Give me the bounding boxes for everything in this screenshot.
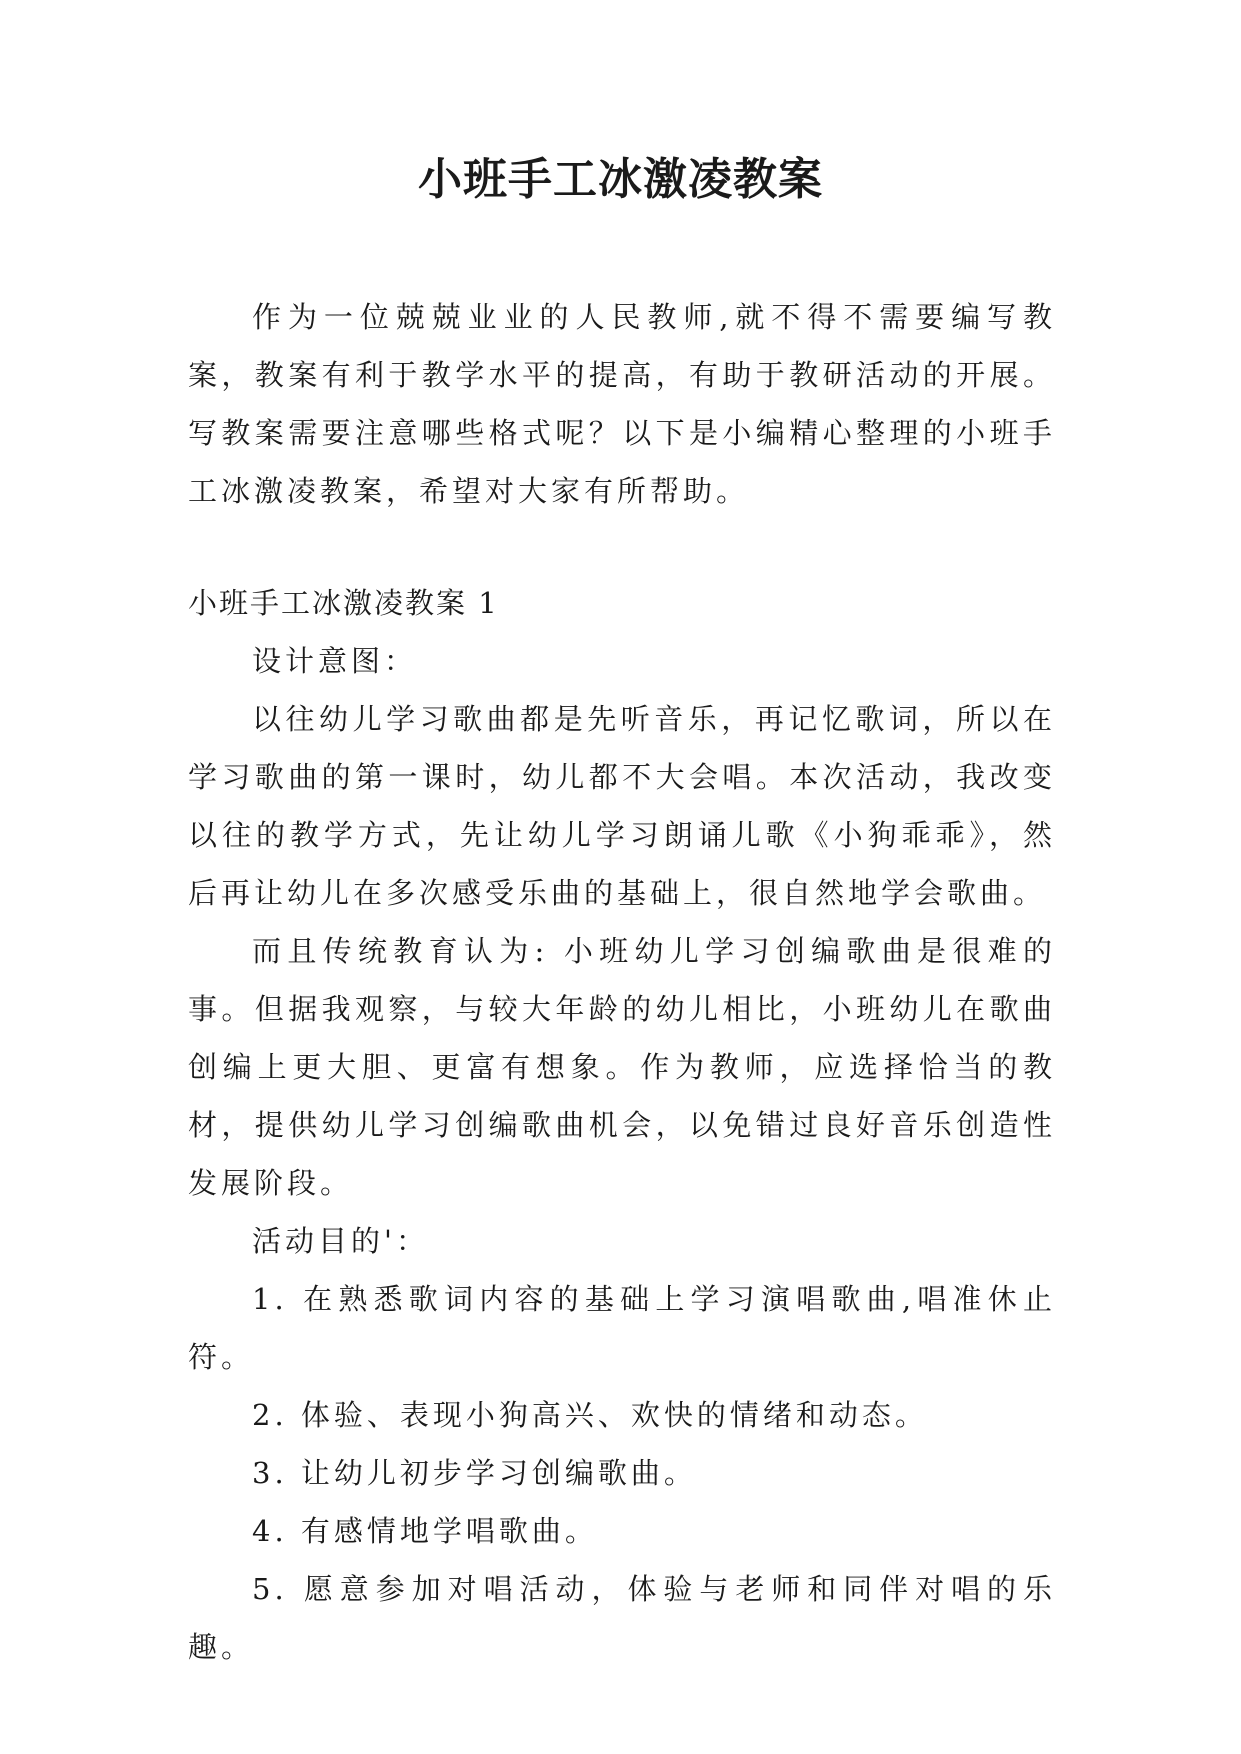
goal-item: 5. 愿意参加对唱活动，体验与老师和同伴对唱的乐趣。 <box>188 1572 1056 1664</box>
section-heading: 小班手工冰激凌教案 1 <box>188 586 499 620</box>
design-intent-paragraph-2: 而且传统教育认为: 小班幼儿学习创编歌曲是很难的事。但据我观察，与较大年龄的幼儿相比，小班幼儿在歌曲创编上更大胆、更富有想象。作为教师，应选择恰当的教材，提供幼儿学习创编歌曲机会，以免错过良好音乐创造性发展阶段。 <box>188 934 1056 1200</box>
goal-item: 2. 体验、表现小狗高兴、欢快的情绪和动态。 <box>252 1398 928 1432</box>
goal-item: 1. 在熟悉歌词内容的基础上学习演唱歌曲,唱准休止符。 <box>188 1282 1056 1374</box>
intro-paragraph: 作为一位兢兢业业的人民教师,就不得不需要编写教案，教案有利于教学水平的提高，有助于教研活动的开展。写教案需要注意哪些格式呢？以下是小编精心整理的小班手工冰激凌教案，希望对大家有所帮助。 <box>188 300 1056 508</box>
document-body <box>188 288 1056 1676</box>
design-intent-paragraph-1: 以往幼儿学习歌曲都是先听音乐，再记忆歌词，所以在学习歌曲的第一课时，幼儿都不大会唱。本次活动，我改变以往的教学方式，先让幼儿学习朗诵儿歌《小狗乖乖》，然后再让幼儿在多次感受乐曲的基础上，很自然地学会歌曲。 <box>188 702 1056 910</box>
document-title: 小班手工冰激凌教案 <box>418 154 823 205</box>
goal-item: 3. 让幼儿初步学习创编歌曲。 <box>252 1456 697 1490</box>
goal-item: 4. 有感情地学唱歌曲。 <box>252 1514 598 1548</box>
activity-goals-label: 活动目的'： <box>252 1224 429 1258</box>
design-intent-label: 设计意图： <box>252 644 418 678</box>
